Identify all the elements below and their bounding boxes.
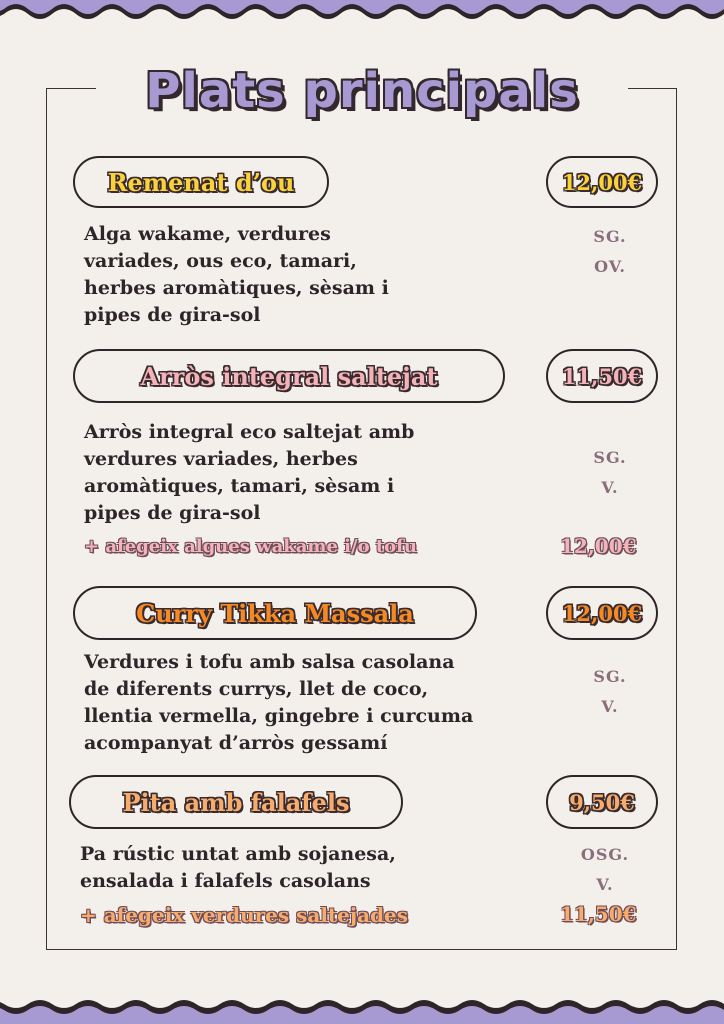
extra-price-arros: 12,00€ [560,534,637,558]
dish-diet-curry [570,662,650,722]
diet-label: SG. [593,227,627,246]
dish-diet-pita [565,840,645,900]
diet-label: V. [601,478,619,497]
page-title: Plats principals [145,63,579,119]
description-line: pipes de gira-sol [84,304,261,326]
dish-diet-arros [570,443,650,503]
description-line: ensalada i falafels casolans [80,870,371,892]
description-line: Pa rústic untat amb sojanesa, [80,843,396,865]
extra-option-pita: + afegeix verdures saltejades [80,903,409,927]
description-line: pipes de gira-sol [84,502,261,524]
extra-price-pita: 11,50€ [560,902,637,926]
dish-name-pita: Pita amb falafels [69,775,403,829]
bottom-wave-border [0,998,724,1024]
dish-price-curry: 12,00€ [546,586,658,640]
diet-label: OSG. [580,845,630,864]
description-line: Arròs integral eco saltejat amb [84,421,415,443]
dish-description-remenat [84,221,389,329]
diet-label: SG. [593,667,627,686]
top-wave-border [0,0,724,26]
description-line: llentia vermella, gingebre i curcuma [84,705,474,727]
dish-price-remenat: 12,00€ [546,156,658,208]
dish-price-pita: 9,50€ [546,775,658,829]
description-line: Alga wakame, verdures [84,223,331,245]
diet-label: OV. [594,257,626,276]
dish-name-remenat: Remenat d’ou [73,156,329,208]
dish-description-curry [84,649,473,757]
dish-price-arros: 11,50€ [546,349,658,403]
extra-option-arros: + afegeix algues wakame i/o tofu [84,536,417,557]
description-line: variades, ous eco, tamari, [84,250,357,272]
diet-label: SG. [593,448,627,467]
description-line: herbes aromàtiques, sèsam i [84,277,389,299]
dish-description-pita [80,841,396,895]
dish-name-arros: Arròs integral saltejat [73,349,505,403]
diet-label: V. [596,875,614,894]
description-line: Verdures i tofu amb salsa casolana [84,651,455,673]
description-line: verdures variades, herbes [84,448,358,470]
diet-label: V. [601,697,619,716]
description-line: aromàtiques, tamari, sèsam i [84,475,395,497]
description-line: de diferents currys, llet de coco, [84,678,429,700]
dish-name-curry: Curry Tikka Massala [73,586,477,640]
description-line: acompanyat d’arròs gessamí [84,732,388,754]
dish-diet-remenat [570,222,650,282]
dish-description-arros [84,419,414,527]
